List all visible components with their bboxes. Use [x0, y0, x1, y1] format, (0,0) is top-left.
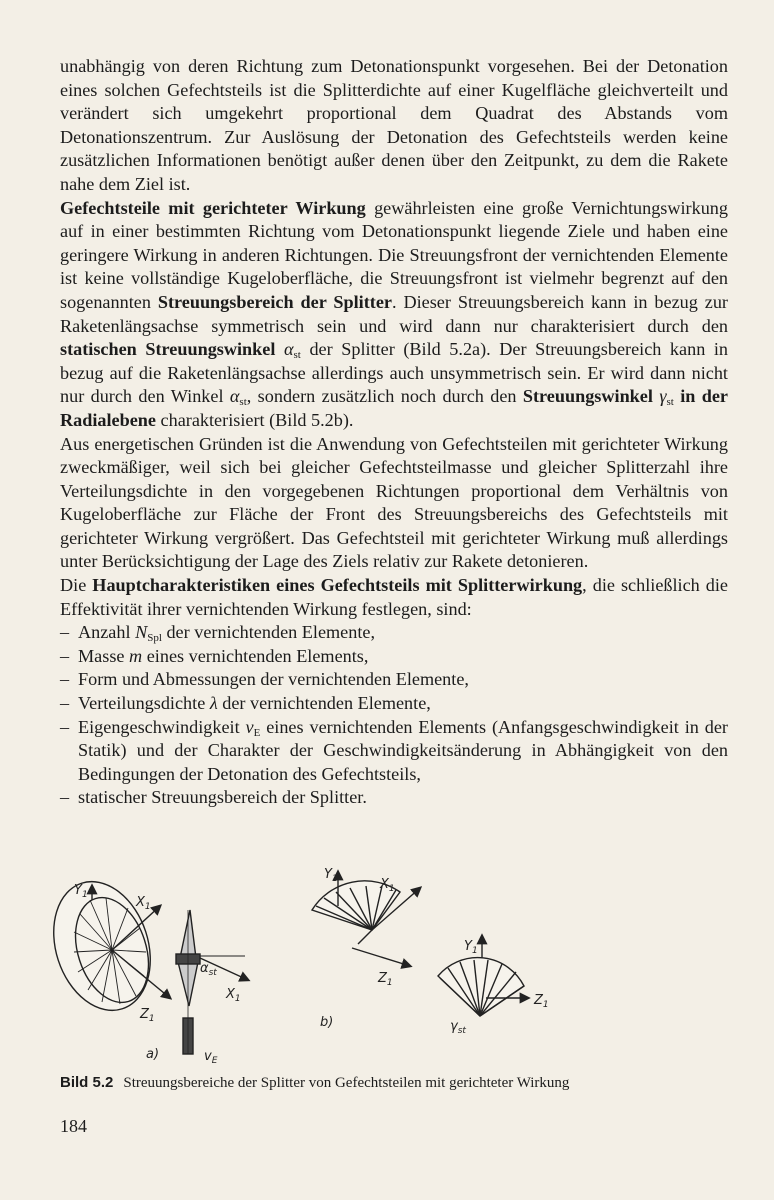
list-item: – Anzahl $N_{Spl}$ der vernichtenden Elemente, — [60, 622, 376, 645]
label-b: b) — [320, 1015, 334, 1030]
symbol-alpha: α — [229, 386, 240, 407]
warhead-side-a — [176, 910, 245, 1054]
caption-label: Bild 5.2 — [60, 1074, 114, 1091]
svg-text:X1: $X_1$ — [380, 877, 395, 894]
list-item: – Verteilungsdichte λ der vernichtenden Elemente, — [60, 693, 431, 714]
label-ve: v — [204, 1049, 212, 1064]
term-scatter-angle: Streuungswinkel — [522, 386, 653, 407]
label-x1-side: X — [226, 987, 235, 1002]
scatter-zone-diagram — [40, 858, 740, 1070]
label-z1-b2: Z — [534, 993, 543, 1008]
symbol-gamma: γ — [659, 386, 667, 407]
label-x1-b1: X — [380, 877, 389, 892]
term-directed-warheads: Gefechtsteile mit gerichteter Wirkung — [60, 197, 366, 218]
characteristics-list — [60, 621, 728, 810]
term-main-characteristics: Hauptcharakteristiken eines Gefechtsteils mit Splitterwirkung — [92, 575, 583, 596]
term-static-scatter-angle: statischen Streuungswinkel — [60, 339, 276, 360]
symbol-alpha: α — [283, 339, 294, 360]
list-item: – Eigengeschwindigkeit $v_E$ eines vernichtenden Elements (Anfangsgeschwindigkeit in der Statik) und der Charakter der Geschwindigkeitsänderung in Abhängigkeit von den Bedingungen der Detonation des Gefechtsteils, — [60, 716, 728, 784]
list-item: – statischer Streuungsbereich der Splitter. — [60, 787, 367, 808]
warhead-disc-a — [40, 869, 166, 1023]
svg-text:vE: $v_E$ — [204, 1049, 218, 1066]
svg-text:Y1: $Y_1$ — [464, 939, 478, 956]
figure-5-2 — [40, 858, 740, 1070]
caption-text: Streuungsbereiche der Splitter von Gefechtsteilen mit gerichteter Wirkung — [123, 1075, 570, 1091]
label-y1-b1: Y — [324, 867, 332, 882]
svg-text:Y1: $Y_1$ — [324, 867, 338, 884]
svg-text:αst: $\alpha_{st}$ — [200, 961, 217, 978]
label-y1-a: Y — [74, 883, 82, 898]
svg-text:Y1: $Y_1$ — [74, 883, 88, 900]
label-gamma-st: γ — [450, 1019, 458, 1034]
svg-text:Z1: $Z_1$ — [140, 1007, 155, 1024]
svg-text:Z1: $Z_1$ — [534, 993, 549, 1010]
label-z1-a: Z — [140, 1007, 149, 1022]
svg-text:X1: $X_1$ — [226, 987, 241, 1004]
term-scatter-zone: Streuungsbereich der Splitter — [157, 291, 392, 312]
label-x1-a: X — [136, 895, 145, 910]
svg-text:γst: $\gamma_{st}$ — [450, 1019, 466, 1036]
paragraph-1: unabhängig von deren Richtung zum Detonationspunkt vorgesehen. Bei der Detonation eines solchen Gefechtsteils ist die Splitterdichte auf einer Kugelfläche gleichverteilt und verändert sich umgekehrt proportional dem Quadrat des Abstands vom Detonationszentrum. Zur Auslösung der Detonation des Gefechtsteils werden keine zusätzlichen Informationen benötigt außer denen über den Zeitpunkt, zu dem die Rakete nahe dem Ziel ist. — [60, 56, 728, 194]
list-item: – Masse m eines vernichtenden Elements, — [60, 645, 369, 666]
axis-z-b1 — [352, 948, 410, 966]
svg-text:X1: $X_1$ — [136, 895, 151, 912]
figure-caption — [60, 1074, 740, 1092]
paragraph-2: Gefechtsteile mit gerichteter Wirkung gewährleisten eine große Vernichtungswirkung auf in einer bestimmten Richtung vom Detonationspunkt liegende Ziele und haben eine geringere Wirkung in anderen Richtungen. Die Streuungsfront der vernichtenden Elemente ist keine vollständige Kugeloberfläche, die Streuungsfront ist vielmehr begrenzt auf den sogenannten Streuungsbereich der Splitter. Dieser Streuungsbereich kann in bezug zur Raketenlängsachse symmetrisch sein und wird dann nur charakterisiert durch den statischen Streuungswinkel $\alpha_{st}$ der Splitter (Bild 5.2a). Der Streuungsbereich kann in bezug auf die Raketenlängsachse allerdings auch unsymmetrisch sein. Er wird dann nicht nur durch den Winkel $\alpha_{st}$, sondern zusätzlich noch durch den Streuungswinkel $\gamma_{st}$ in der Radialebene charakterisiert (Bild 5.2b). — [60, 197, 728, 430]
paragraph-3: Aus energetischen Gründen ist die Anwendung von Gefechtsteilen mit gerichteter Wirkung zweckmäßiger, weil sich bei gleicher Gefechtsteilmasse und gleicher Splitterzahl ihre Verteilungsdichte in den vorgegebenen Richtungen proportional dem Verhältnis von Kugeloberfläche zur Fläche der Front des Streuungsbereichs des Gefechtsteils mit gerichteter Wirkung vergrößert. Das Gefechtsteil mit gerichteter Wirkung muß allerdings unter Berücksichtigung der Lage des Ziels relativ zur Rakete detonieren. — [60, 433, 728, 572]
body-text — [60, 55, 728, 810]
paragraph-4: Die Hauptcharakteristiken eines Gefechtsteils mit Splitterwirkung, die schließlich die Effektivität ihrer vernichtenden Wirkung festlegen, sind: — [60, 575, 729, 619]
list-item: – Form und Abmessungen der vernichtenden Elemente, — [60, 669, 469, 690]
label-z1-b1: Z — [378, 971, 387, 986]
term-radial-plane: in der Radialebene — [60, 386, 728, 430]
label-alpha-st: α — [200, 961, 209, 976]
scatter-fan-lower-b — [438, 958, 524, 1016]
label-a: a) — [146, 1047, 160, 1062]
svg-text:Z1: $Z_1$ — [378, 971, 393, 988]
page-number: 184 — [60, 1116, 87, 1136]
label-y1-b2: Y — [464, 939, 472, 954]
